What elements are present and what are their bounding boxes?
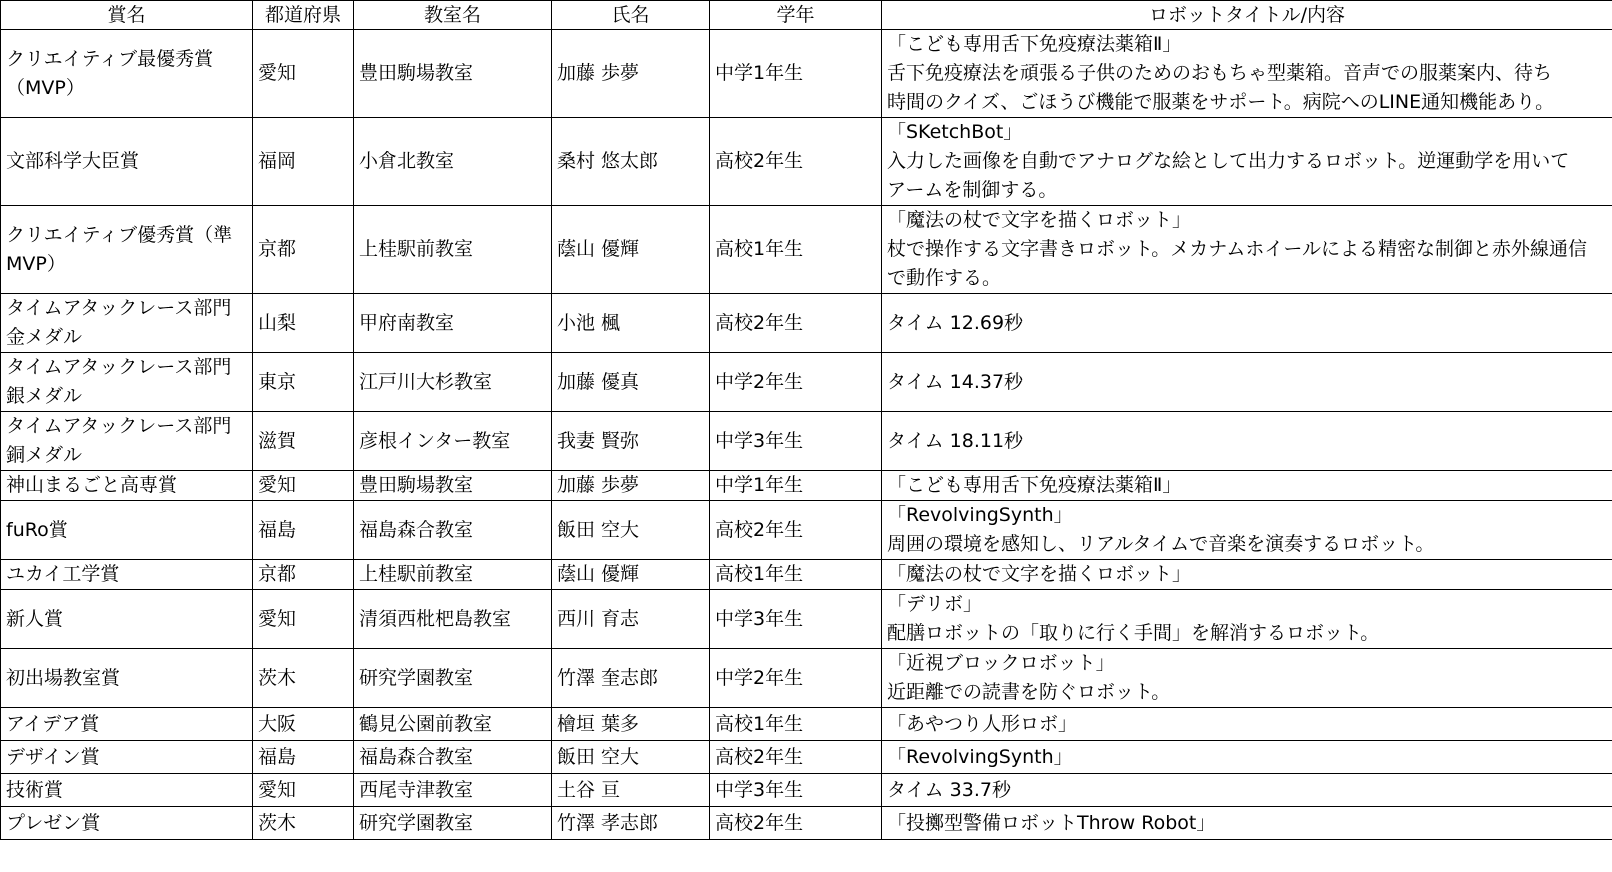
table-row [1,708,1612,741]
table-row [1,412,1612,471]
grade-cell: 高校1年生 [710,206,882,294]
prefecture-cell: 愛知 [253,471,354,501]
award-cell-line: 文部科学大臣賞 [6,150,140,172]
award-cell-line: 新人賞 [6,607,64,630]
content-cell-line: で動作する。 [887,267,1002,289]
content-cell [882,118,1612,206]
content-cell [882,708,1612,741]
content-cell [882,560,1612,590]
content-cell-line: 「近視ブロックロボット」 [887,652,1115,674]
content-cell [882,649,1612,708]
content-cell [882,590,1612,649]
table-row [1,471,1612,501]
name-cell: 我妻 賢弥 [552,412,710,471]
name-cell: 加藤 優真 [552,353,710,412]
prefecture-cell: 福岡 [253,118,354,206]
prefecture-cell: 京都 [253,560,354,590]
classroom-cell: 研究学園教室 [354,649,552,708]
table-row [1,649,1612,708]
name-cell: 蔭山 優輝 [552,560,710,590]
award-cell [1,774,253,807]
content-cell [882,741,1612,774]
prefecture-cell: 茨木 [253,649,354,708]
award-cell-line: ユカイ工学賞 [6,563,120,585]
classroom-cell: 研究学園教室 [354,807,552,840]
award-cell-line: 神山まるごと高専賞 [6,474,178,496]
name-cell: 桑村 悠太郎 [552,118,710,206]
grade-cell: 高校1年生 [710,708,882,741]
name-cell: 加藤 歩夢 [552,30,710,118]
content-cell-line: 「あやつり人形ロボ」 [887,712,1078,735]
content-cell [882,353,1612,412]
header-name: 氏名 [552,1,710,30]
award-cell-line: タイムアタックレース部門 [6,356,232,378]
prefecture-cell: 愛知 [253,590,354,649]
prefecture-cell: 福島 [253,741,354,774]
table-row [1,560,1612,590]
content-cell [882,30,1612,118]
award-cell [1,206,253,294]
name-cell: 土谷 亘 [552,774,710,807]
table-row [1,294,1612,353]
prefecture-cell: 滋賀 [253,412,354,471]
content-cell-line: タイム 33.7秒 [887,778,1011,801]
content-cell-line: 「投擲型警備ロボットThrow Robot」 [887,811,1216,834]
grade-cell: 高校2年生 [710,807,882,840]
award-cell-line: タイムアタックレース部門 [6,415,232,437]
name-cell: 竹澤 孝志郎 [552,807,710,840]
grade-cell: 中学3年生 [710,412,882,471]
award-cell [1,807,253,840]
content-cell [882,206,1612,294]
classroom-cell: 上桂駅前教室 [354,560,552,590]
award-cell [1,590,253,649]
award-cell [1,412,253,471]
prefecture-cell: 山梨 [253,294,354,353]
table-row [1,807,1612,840]
grade-cell: 中学2年生 [710,649,882,708]
table-row [1,741,1612,774]
award-cell [1,560,253,590]
content-cell [882,412,1612,471]
name-cell: 飯田 空大 [552,501,710,560]
award-cell [1,294,253,353]
table-row [1,774,1612,807]
grade-cell: 中学3年生 [710,774,882,807]
grade-cell: 高校2年生 [710,501,882,560]
prefecture-cell: 愛知 [253,30,354,118]
header-prefecture: 都道府県 [253,1,354,30]
header-content: ロボットタイトル/内容 [882,1,1612,30]
award-cell-line: クリエイティブ最優秀賞 [6,47,214,70]
content-cell-line: 時間のクイズ、ごほうび機能で服薬をサポート。病院へのLINE通知機能あり。 [887,91,1555,113]
content-cell-line: 「SKetchBot」 [887,121,1023,143]
content-cell [882,471,1612,501]
classroom-cell: 甲府南教室 [354,294,552,353]
content-cell-line: 近距離での読書を防ぐロボット。 [887,681,1171,703]
prefecture-cell: 京都 [253,206,354,294]
header-grade: 学年 [710,1,882,30]
classroom-cell: 豊田駒場教室 [354,471,552,501]
award-cell-line: MVP） [6,252,66,275]
award-cell-line: タイムアタックレース部門 [6,297,232,319]
award-cell-line: 技術賞 [6,778,64,801]
name-cell: 檜垣 葉多 [552,708,710,741]
content-cell-line: アームを制御する。 [887,179,1058,201]
prefecture-cell: 茨木 [253,807,354,840]
classroom-cell: 江戸川大杉教室 [354,353,552,412]
table-row [1,30,1612,118]
table-row [1,206,1612,294]
classroom-cell: 西尾寺津教室 [354,774,552,807]
award-cell [1,353,253,412]
prefecture-cell: 大阪 [253,708,354,741]
grade-cell: 中学3年生 [710,590,882,649]
classroom-cell: 彦根インター教室 [354,412,552,471]
grade-cell: 高校2年生 [710,118,882,206]
table-row [1,590,1612,649]
award-cell-line: 銀メダル [6,385,83,407]
content-cell-line: 「魔法の杖で文字を描くロボット」 [887,209,1192,231]
award-cell [1,118,253,206]
award-cell-line: アイデア賞 [6,712,100,735]
name-cell: 小池 楓 [552,294,710,353]
table-body [1,30,1612,840]
award-cell [1,708,253,741]
award-cell [1,471,253,501]
award-cell-line: 銅メダル [6,444,83,466]
prefecture-cell: 愛知 [253,774,354,807]
content-cell-line: タイム 14.37秒 [887,370,1024,393]
content-cell [882,774,1612,807]
table-row [1,118,1612,206]
classroom-cell: 上桂駅前教室 [354,206,552,294]
grade-cell: 高校1年生 [710,560,882,590]
content-cell-line: 入力した画像を自動でアナログな絵として出力するロボット。逆運動学を用いて [887,150,1570,172]
award-cell-line: クリエイティブ優秀賞（準 [6,223,233,246]
award-cell-line: （MVP） [6,76,85,99]
content-cell [882,807,1612,840]
name-cell: 西川 育志 [552,590,710,649]
table-row [1,353,1612,412]
name-cell: 飯田 空大 [552,741,710,774]
content-cell-line: 「RevolvingSynth」 [887,745,1073,768]
award-cell-line: プレゼン賞 [6,811,101,834]
grade-cell: 高校2年生 [710,294,882,353]
award-cell [1,30,253,118]
content-cell-line: 舌下免疫療法を頑張る子供のためのおもちゃ型薬箱。音声での服薬案内、待ち [887,62,1553,84]
prefecture-cell: 東京 [253,353,354,412]
header-classroom: 教室名 [354,1,552,30]
name-cell: 竹澤 奎志郎 [552,649,710,708]
content-cell-line: 杖で操作する文字書きロボット。メカナムホイールによる精密な制御と赤外線通信 [887,238,1587,260]
award-cell [1,501,253,560]
grade-cell: 中学1年生 [710,30,882,118]
classroom-cell: 鶴見公園前教室 [354,708,552,741]
classroom-cell: 清須西枇杷島教室 [354,590,552,649]
content-cell-line: 配膳ロボットの「取りに行く手間」を解消するロボット。 [887,622,1380,644]
content-cell [882,501,1612,560]
content-cell-line: 「こども専用舌下免疫療法薬箱Ⅱ」 [887,33,1182,55]
name-cell: 加藤 歩夢 [552,471,710,501]
content-cell-line: タイム 12.69秒 [887,311,1024,334]
content-cell-line: 「こども専用舌下免疫療法薬箱Ⅱ」 [887,474,1182,496]
prefecture-cell: 福島 [253,501,354,560]
classroom-cell: 福島森合教室 [354,501,552,560]
classroom-cell: 豊田駒場教室 [354,30,552,118]
content-cell-line: タイム 18.11秒 [887,429,1024,452]
grade-cell: 高校2年生 [710,741,882,774]
award-cell-line: 初出場教室賞 [6,666,121,689]
award-cell-line: fuRo賞 [6,518,68,541]
classroom-cell: 小倉北教室 [354,118,552,206]
content-cell-line: 周囲の環境を感知し、リアルタイムで音楽を演奏するロボット。 [887,533,1435,555]
award-cell [1,649,253,708]
grade-cell: 中学2年生 [710,353,882,412]
header-row [1,1,1612,30]
classroom-cell: 福島森合教室 [354,741,552,774]
content-cell [882,294,1612,353]
grade-cell: 中学1年生 [710,471,882,501]
name-cell: 蔭山 優輝 [552,206,710,294]
table-row [1,501,1612,560]
content-cell-line: 「RevolvingSynth」 [887,504,1073,526]
content-cell-line: 「デリボ」 [887,593,983,615]
award-cell-line: デザイン賞 [6,745,100,768]
header-award: 賞名 [1,1,253,30]
award-cell-line: 金メダル [6,326,83,348]
content-cell-line: 「魔法の杖で文字を描くロボット」 [887,563,1192,585]
award-cell [1,741,253,774]
